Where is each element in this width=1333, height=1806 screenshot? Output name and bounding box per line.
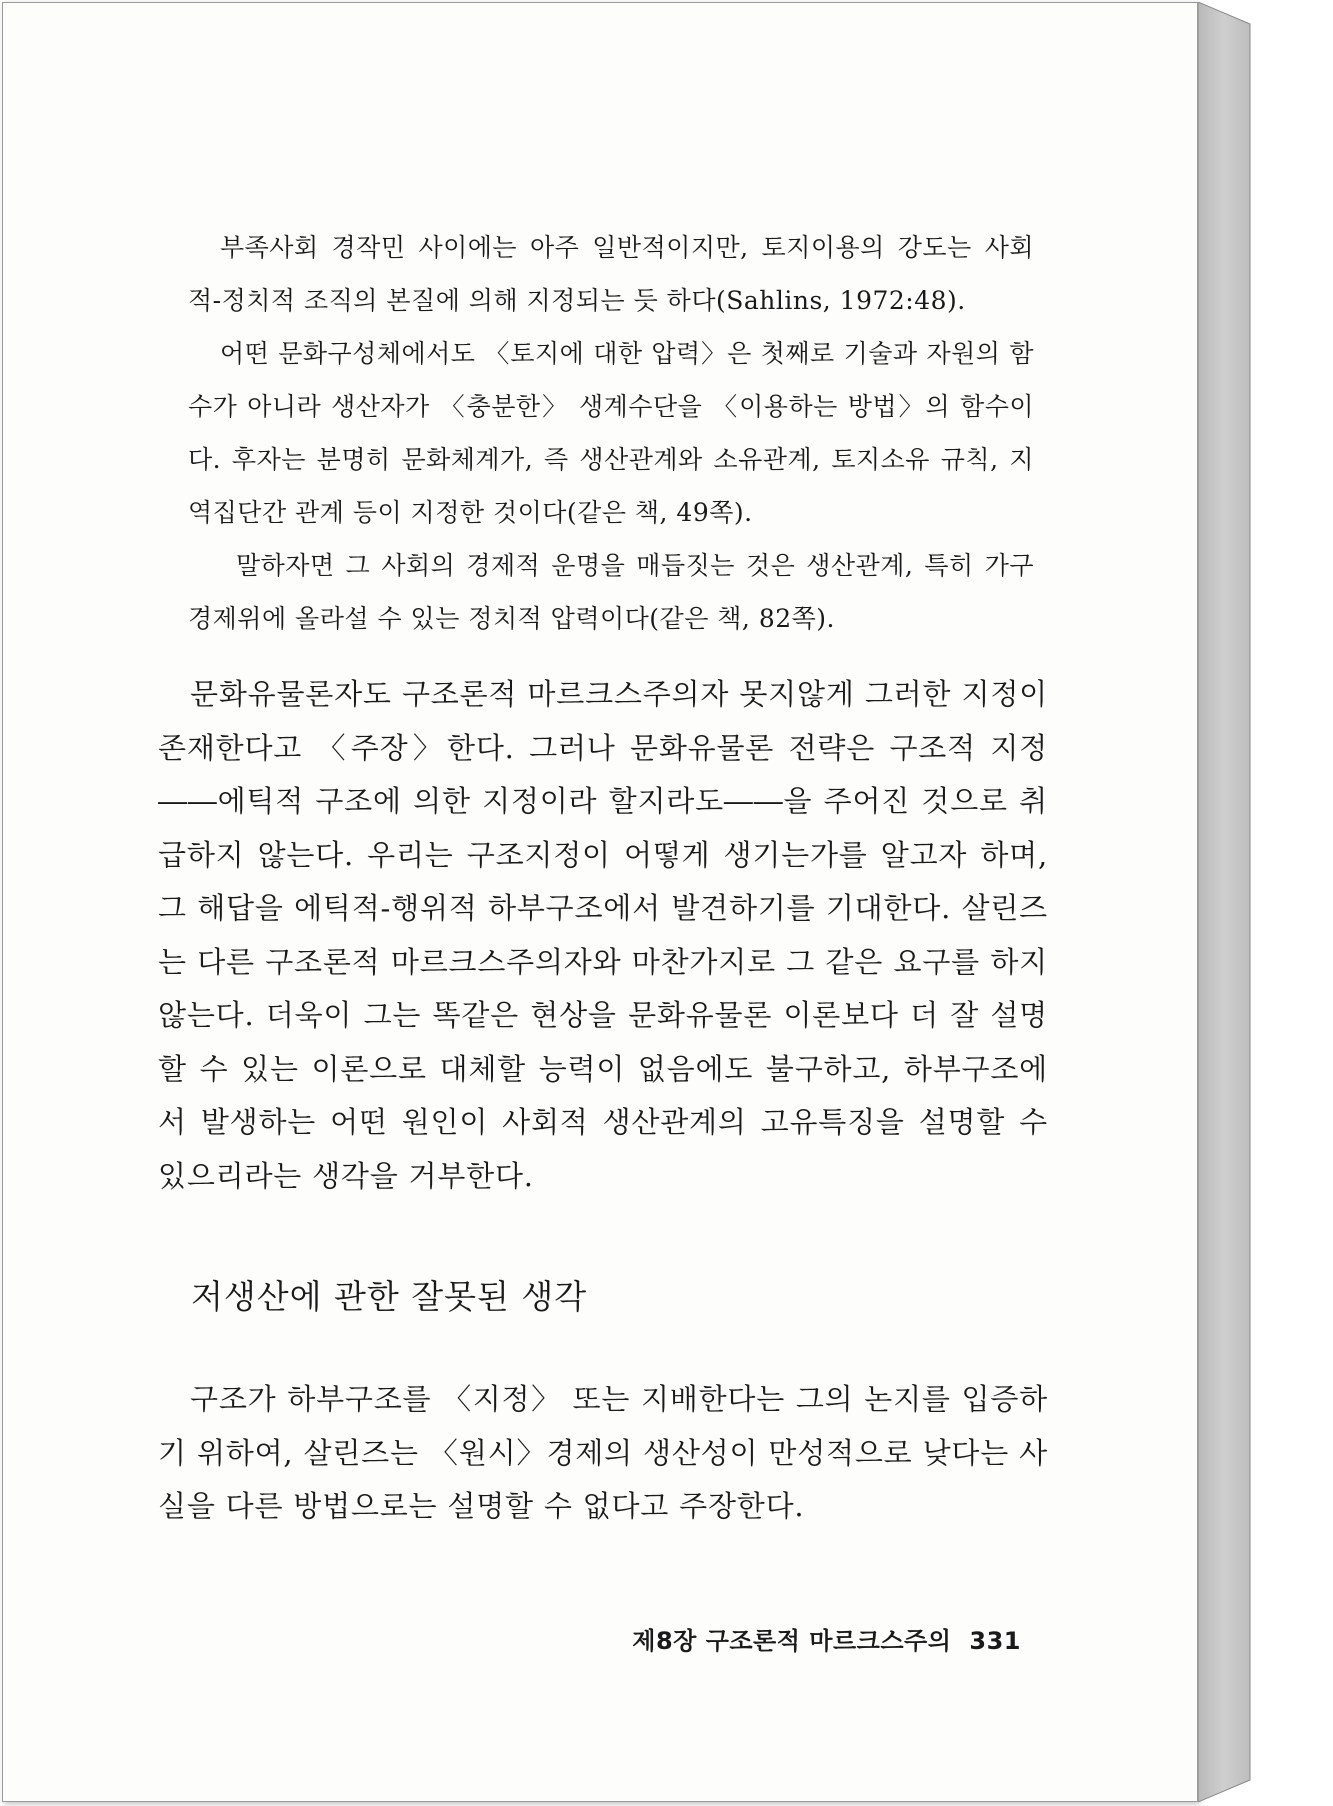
quote-paragraph: 부족사회 경작민 사이에는 아주 일반적이지만, 토지이용의 강도는 사회적-정치적 조직의 본질에 의해 지정되는 듯 하다(Sahlins, 1972:48).: [188, 233, 1034, 315]
section-heading: 저생산에 관한 잘못된 생각: [191, 1277, 588, 1316]
quote-paragraph: 어떤 문화구성체에서도 〈토지에 대한 압력〉은 첫째로 기술과 자원의 함수가 아니라 생산자가 〈충분한〉 생계수단을 〈이용하는 방법〉의 함수이다. 후자는 분명히 문화체계가, 즉 생산관계와 소유관계, 토지소유 규칙, 지역집단간 관계 등이 지정한 것이다(같은 책, 49쪽).: [188, 339, 1034, 527]
running-footer: [632, 1621, 1021, 1656]
body-paragraph: 구조가 하부구조를 〈지정〉 또는 지배한다는 그의 논지를 입증하기 위하여, 살린즈는 〈원시〉경제의 생산성이 만성적으로 낮다는 사실을 다른 방법으로는 설명할 수 없다고 주장한다.: [158, 1382, 1048, 1523]
quote-paragraph: 말하자면 그 사회의 경제적 운명을 매듭짓는 것은 생산관계, 특히 가구경제위에 올라설 수 있는 정치적 압력이다(같은 책, 82쪽).: [188, 551, 1034, 633]
page-content: [3, 3, 1198, 1802]
block-quote: [188, 221, 1034, 645]
book-page: [2, 2, 1198, 1802]
page-number: 331: [969, 1627, 1021, 1655]
body-paragraph: 문화유물론자도 구조론적 마르크스주의자 못지않게 그러한 지정이 존재한다고 〈주장〉한다. 그러나 문화유물론 전략은 구조적 지정――에틱적 구조에 의한 지정이라 할지라도――을 주어진 것으로 취급하지 않는다. 우리는 구조지정이 어떻게 생기는가를 알고자 하며, 그 해답을 에틱적-행위적 하부구조에서 발견하기를 기대한다. 살린즈는 다른 구조론적 마르크스주의자와 마찬가지로 그 같은 요구를 하지 않는다. 더욱이 그는 똑같은 현상을 문화유물론 이론보다 더 잘 설명할 수 있는 이론으로 대체할 능력이 없음에도 불구하고, 하부구조에서 발생하는 어떤 원인이 사회적 생산관계의 고유특징을 설명할 수 있으리라는 생각을 거부한다.: [158, 677, 1048, 1193]
book-edge-graphic: [1198, 2, 1258, 1802]
running-title: 제8장 구조론적 마르크스주의: [632, 1627, 952, 1655]
book-edge-shading: [1198, 2, 1258, 1802]
